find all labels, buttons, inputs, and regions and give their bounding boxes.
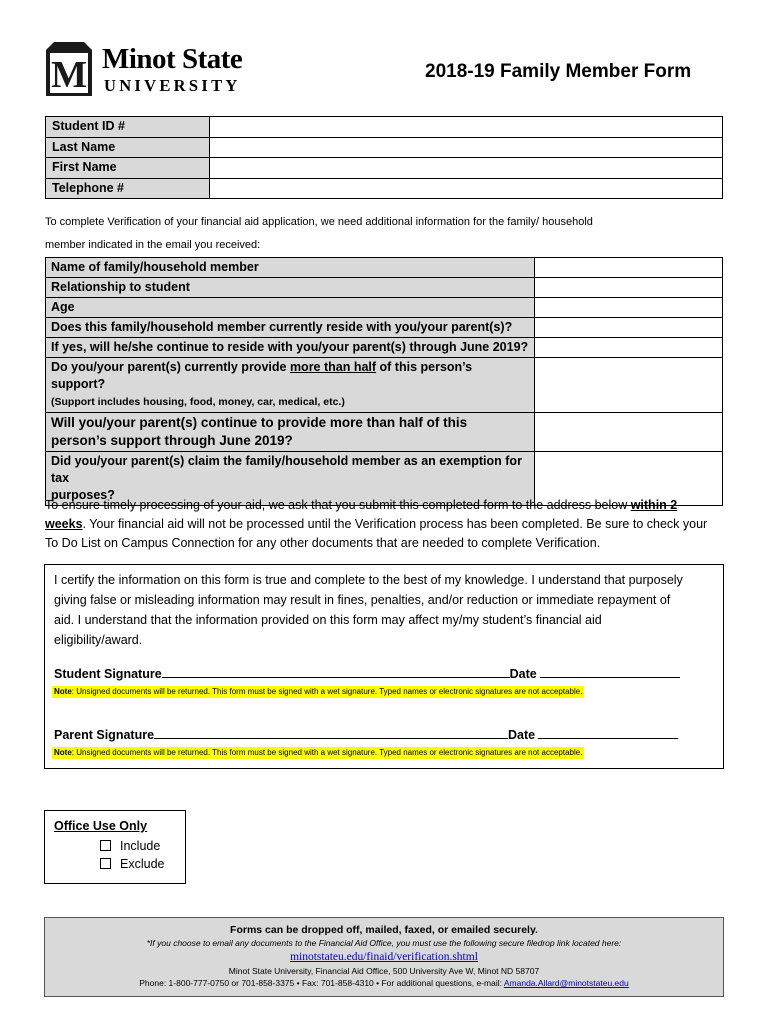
last-name-label: Last Name xyxy=(46,137,210,158)
cert-line-3: aid. I understand that the information provided on this form may affect my/my student’s financial aid xyxy=(54,613,602,627)
support-note: (Support includes housing, food, money, car, medical, etc.) xyxy=(51,396,345,408)
family-name-field[interactable] xyxy=(535,258,723,278)
support-field[interactable] xyxy=(535,358,723,413)
parent-note-text: : Unsigned documents will be returned. This form must be signed with a wet signature. Typed names or electronic signatures are not acceptable. xyxy=(71,748,583,757)
exemption-line-2: purposes? xyxy=(51,488,115,502)
family-row-support xyxy=(46,358,723,413)
parent-note-label: Note xyxy=(54,748,72,757)
form-title: 2018-19 Family Member Form xyxy=(425,61,692,82)
first-name-label: First Name xyxy=(46,158,210,179)
include-checkbox[interactable] xyxy=(100,840,111,851)
family-row-continue-support xyxy=(46,413,723,452)
support-text-a: Do you/your parent(s) currently provide xyxy=(51,360,290,374)
telephone-field[interactable] xyxy=(210,178,723,199)
family-member-table xyxy=(45,257,723,506)
timely-text-b: . Your financial aid will not be processed until the Verification process has been completed. Be sure to check your xyxy=(82,517,708,531)
family-row-continue-reside xyxy=(46,338,723,358)
timely-processing-text xyxy=(45,496,725,553)
first-name-field[interactable] xyxy=(210,158,723,179)
student-note xyxy=(52,681,584,699)
footer-email-link[interactable]: Amanda.Allard@minotstateu.edu xyxy=(503,978,629,988)
exclude-option[interactable] xyxy=(100,856,164,872)
student-note-highlight xyxy=(52,686,584,698)
student-signature-label: Student Signature xyxy=(54,667,162,681)
student-id-label: Student ID # xyxy=(46,117,210,138)
continue-support-line-2: person’s support through June 2019? xyxy=(51,433,293,448)
last-name-field[interactable] xyxy=(210,137,723,158)
continue-reside-field[interactable] xyxy=(535,338,723,358)
continue-support-field[interactable] xyxy=(535,413,723,452)
exclude-checkbox[interactable] xyxy=(100,858,111,869)
intro-text xyxy=(45,211,705,257)
age-label: Age xyxy=(46,298,535,318)
include-option[interactable] xyxy=(100,838,160,854)
continue-reside-label: If yes, will he/she continue to reside with you/your parent(s) through June 2019? xyxy=(46,338,535,358)
office-use-title: Office Use Only xyxy=(54,819,148,833)
parent-signature-label: Parent Signature xyxy=(54,728,155,742)
parent-date-label: Date xyxy=(508,728,536,742)
cert-line-1: I certify the information on this form is true and complete to the best of my knowledge. I understand that purposely xyxy=(54,573,683,587)
timely-text-c: To Do List on Campus Connection for any other documents that are needed to complete Verification. xyxy=(45,536,601,550)
age-field[interactable] xyxy=(535,298,723,318)
reside-field[interactable] xyxy=(535,318,723,338)
relationship-label: Relationship to student xyxy=(46,278,535,298)
cert-line-2: giving false or misleading information may result in fines, penalties, and/or reduction or immediate repayment of xyxy=(54,593,671,607)
logo-subtitle: UNIVERSITY xyxy=(104,76,241,95)
footer-box xyxy=(44,917,724,997)
footer-heading: Forms can be dropped off, mailed, faxed, or emailed securely. xyxy=(230,924,538,936)
intro-line-1: To complete Verification of your financial aid application, we need additional information for the family/ household xyxy=(45,216,593,228)
footer-contact-text: Phone: 1-800-777-0750 or 701-858-3375 • Fax: 701-858-4310 • For additional questions, e-mail: xyxy=(139,978,504,988)
logo-name: Minot State xyxy=(102,43,243,75)
support-text-underlined: more than half xyxy=(289,360,377,374)
family-row-name xyxy=(46,258,723,278)
parent-signature-row xyxy=(54,726,678,743)
family-row-age xyxy=(46,298,723,318)
support-label xyxy=(46,358,535,413)
continue-support-label xyxy=(46,413,535,452)
student-note-label: Note xyxy=(54,687,72,696)
student-id-field[interactable] xyxy=(210,117,723,138)
student-signature-row xyxy=(54,665,680,682)
cert-line-4: eligibility/award. xyxy=(54,633,143,647)
first-name-row xyxy=(46,158,723,179)
parent-note xyxy=(52,742,584,760)
timely-deadline-b: weeks xyxy=(45,517,83,531)
student-id-row xyxy=(46,117,723,138)
university-logo-mark xyxy=(44,40,94,98)
family-name-label: Name of family/household member xyxy=(46,258,535,278)
student-note-text: : Unsigned documents will be returned. This form must be signed with a wet signature. Typed names or electronic signatures are not acceptable. xyxy=(71,687,583,696)
student-info-table xyxy=(45,116,723,199)
parent-date-field[interactable] xyxy=(538,726,678,739)
footer-contact xyxy=(45,977,723,989)
exemption-line-1: Did you/your parent(s) claim the family/household member as an exemption for tax xyxy=(51,454,522,485)
continue-support-line-1: Will you/your parent(s) continue to provide more than half of this xyxy=(51,415,468,430)
last-name-row xyxy=(46,137,723,158)
support-text-b: of this person’s support? xyxy=(51,360,473,391)
family-row-relationship xyxy=(46,278,723,298)
timely-deadline-a: within 2 xyxy=(630,498,678,512)
telephone-label: Telephone # xyxy=(46,178,210,199)
include-label: Include xyxy=(120,839,161,853)
telephone-row xyxy=(46,178,723,199)
intro-line-2: member indicated in the email you received: xyxy=(45,239,261,251)
relationship-field[interactable] xyxy=(535,278,723,298)
timely-text-a: To ensure timely processing of your aid, we ask that you submit this completed form to the address below xyxy=(45,498,631,512)
reside-label: Does this family/household member currently reside with you/your parent(s)? xyxy=(46,318,535,338)
footer-filedrop-link[interactable]: minotstateu.edu/finaid/verification.shtml xyxy=(290,951,478,963)
footer-filedrop-note: *If you choose to email any documents to the Financial Aid Office, you must use the following secure filedrop link located here: xyxy=(146,938,622,948)
parent-signature-field[interactable] xyxy=(154,726,508,739)
student-date-label: Date xyxy=(509,667,537,681)
exclude-label: Exclude xyxy=(120,857,165,871)
logo-letter: M xyxy=(51,54,87,96)
student-signature-field[interactable] xyxy=(162,665,510,678)
footer-address: Minot State University, Financial Aid Office, 500 University Ave W, Minot ND 58707 xyxy=(228,966,540,976)
certification-text xyxy=(54,570,718,650)
student-date-field[interactable] xyxy=(540,665,680,678)
parent-note-highlight xyxy=(52,747,584,759)
family-row-reside xyxy=(46,318,723,338)
